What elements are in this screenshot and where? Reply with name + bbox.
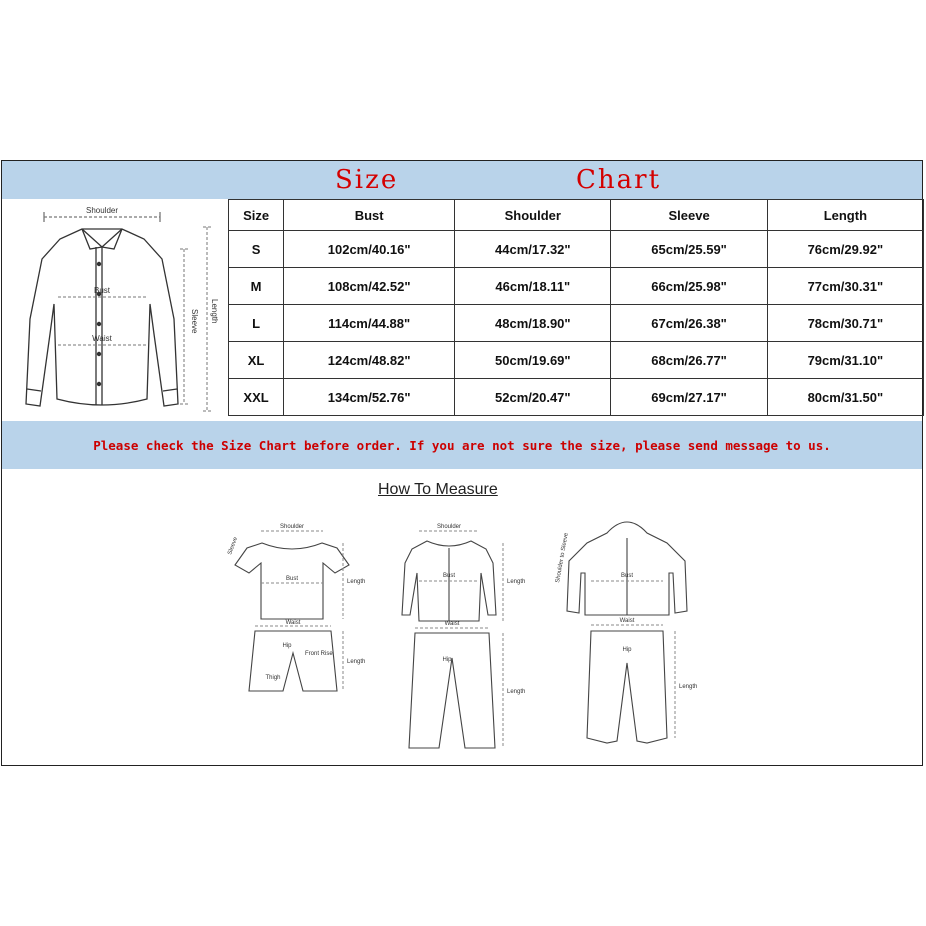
- shorts-waist-label: Waist: [285, 620, 301, 626]
- shorts-outline: [249, 631, 337, 691]
- header-sleeve: Sleeve: [611, 200, 767, 231]
- pants-outline: [409, 633, 495, 748]
- table-row: [229, 342, 924, 379]
- cell-bust: 102cm/40.16": [284, 231, 455, 268]
- notice-band: [2, 421, 922, 469]
- cell-sleeve: 68cm/26.77": [611, 342, 767, 379]
- shorts-length-label: Length: [347, 659, 366, 665]
- how-to-measure-title: How To Measure: [378, 481, 498, 498]
- table-row: [229, 231, 924, 268]
- table-row: [229, 379, 924, 416]
- shirt-waist-label: Waist: [92, 334, 112, 343]
- shorts-hip-label: Hip: [282, 643, 292, 649]
- cell-size: S: [229, 231, 284, 268]
- pants-waist-label: Waist: [444, 621, 460, 627]
- table-row: [229, 268, 924, 305]
- header-shoulder: Shoulder: [455, 200, 611, 231]
- shirt-bust-label: Bust: [93, 286, 111, 295]
- cell-length: 76cm/29.92": [767, 231, 923, 268]
- pants-hip-label: Hip: [442, 657, 452, 663]
- hoodie-shoulder-sleeve-label: Shoulder to Sleeve: [555, 532, 570, 584]
- cell-sleeve: 66cm/25.98": [611, 268, 767, 305]
- how-to-measure-diagrams: [207, 503, 727, 758]
- tshirt-bust-label: Bust: [285, 576, 299, 582]
- cell-shoulder: 44cm/17.32": [455, 231, 611, 268]
- title-chart: Chart: [576, 165, 662, 195]
- shirt-shoulder-label: Shoulder: [85, 206, 119, 215]
- cell-size: M: [229, 268, 284, 305]
- cell-size: L: [229, 305, 284, 342]
- measure-illustrations: [207, 503, 727, 758]
- shirt-bust-label: Bust: [442, 573, 456, 579]
- pants-length-label: Length: [507, 689, 526, 695]
- table-row: [229, 305, 924, 342]
- joggers-waist-label: Waist: [619, 618, 635, 624]
- title-size: Size: [335, 165, 399, 195]
- shirt-sleeve-label: Sleeve: [190, 309, 199, 334]
- cell-shoulder: 46cm/18.11": [455, 268, 611, 305]
- header-bust: Bust: [284, 200, 455, 231]
- cell-shoulder: 52cm/20.47": [455, 379, 611, 416]
- shirt-length-label: Length: [210, 299, 219, 324]
- shirt-illustration: [2, 199, 228, 421]
- cell-shoulder: 50cm/19.69": [455, 342, 611, 379]
- title-band: [2, 161, 922, 199]
- tshirt-shoulder-label: Shoulder: [279, 524, 305, 530]
- cell-length: 77cm/30.31": [767, 268, 923, 305]
- tshirt-sleeve-label: Sleeve: [227, 536, 240, 556]
- cell-length: 80cm/31.50": [767, 379, 923, 416]
- header-length: Length: [767, 200, 923, 231]
- shirt-diagram: [2, 199, 228, 421]
- shirt-shoulder-label: Shoulder: [436, 524, 462, 530]
- shirt-length-label: Length: [507, 579, 526, 585]
- header-size: Size: [229, 200, 284, 231]
- cell-bust: 108cm/42.52": [284, 268, 455, 305]
- cell-length: 78cm/30.71": [767, 305, 923, 342]
- joggers-length-label: Length: [679, 684, 698, 690]
- table-header-row: [229, 200, 924, 231]
- joggers-hip-label: Hip: [622, 647, 632, 653]
- tshirt-length-label: Length: [347, 579, 366, 585]
- cell-bust: 124cm/48.82": [284, 342, 455, 379]
- cell-sleeve: 67cm/26.38": [611, 305, 767, 342]
- size-table: [228, 199, 924, 416]
- shorts-front-rise-label: Front Rise: [305, 651, 333, 657]
- cell-sleeve: 69cm/27.17": [611, 379, 767, 416]
- notice-text: Please check the Size Chart before order. If you are not sure the size, please send message to us.: [93, 437, 831, 453]
- cell-bust: 134cm/52.76": [284, 379, 455, 416]
- cell-shoulder: 48cm/18.90": [455, 305, 611, 342]
- cell-size: XL: [229, 342, 284, 379]
- size-chart-card: [1, 160, 923, 766]
- hoodie-bust-label: Bust: [620, 573, 634, 579]
- cell-sleeve: 65cm/25.59": [611, 231, 767, 268]
- cell-bust: 114cm/44.88": [284, 305, 455, 342]
- cell-length: 79cm/31.10": [767, 342, 923, 379]
- shorts-thigh-label: Thigh: [265, 675, 281, 681]
- cell-size: XXL: [229, 379, 284, 416]
